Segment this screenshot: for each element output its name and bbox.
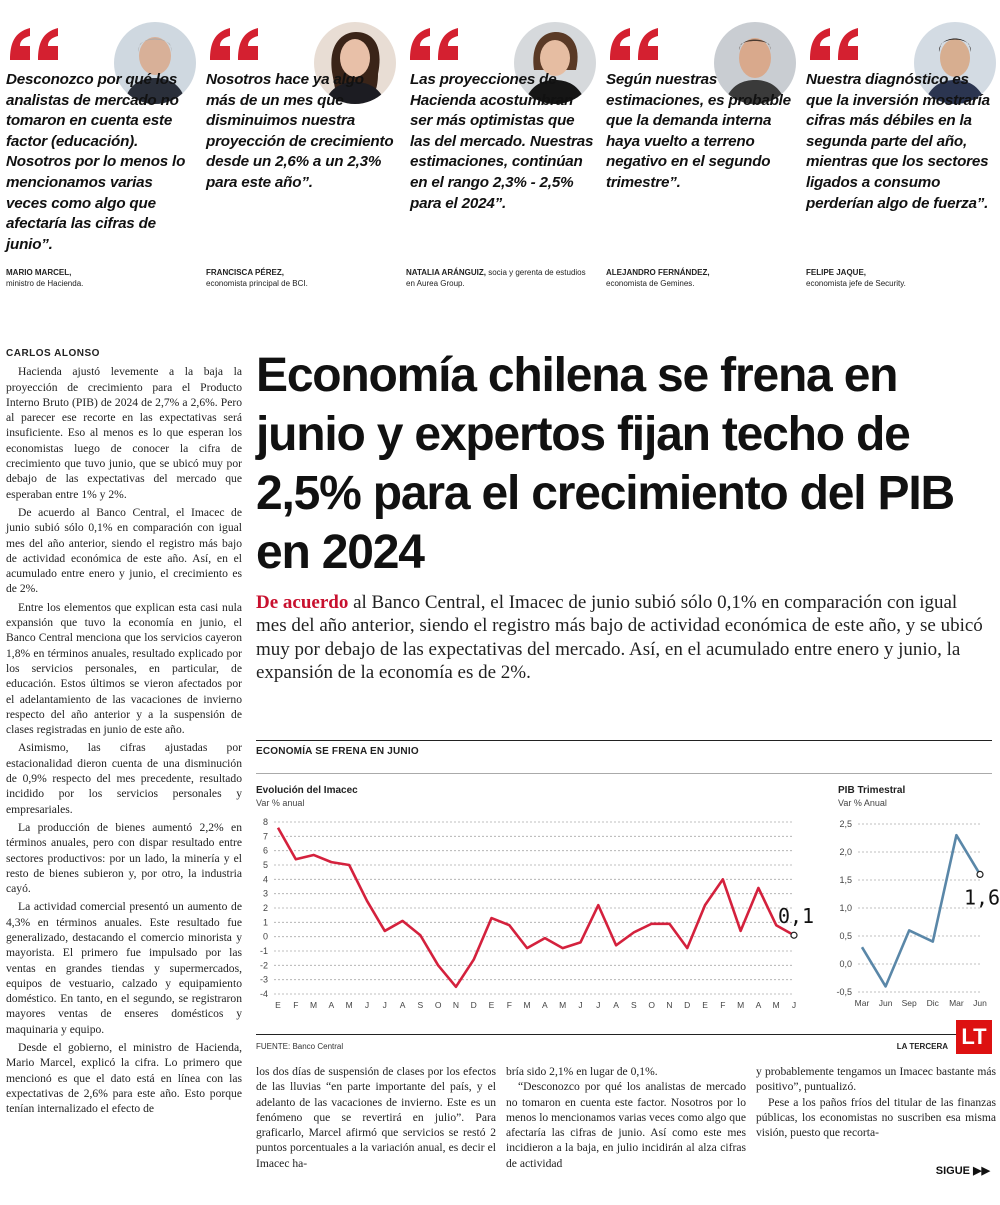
- end-value-label: 0,1: [777, 904, 815, 929]
- bottom-column: [256, 1064, 496, 1171]
- y-tick-label: 5: [262, 860, 268, 870]
- y-tick-label: -0,5: [836, 987, 852, 997]
- x-tick-label: E: [275, 1000, 281, 1010]
- x-tick-label: M: [310, 1000, 318, 1010]
- quote-card: [806, 0, 996, 300]
- x-tick-label: M: [523, 1000, 531, 1010]
- paragraph: Asimismo, las cifras ajustadas por estacionalidad dieron cuenta de una disminución de 0,9% respecto del mes precedente, resultado incidido por los servicios personales y empresariales.: [6, 741, 242, 816]
- y-tick-label: 2,5: [839, 819, 852, 829]
- paragraph: Pese a los paños fríos del titular de las finanzas públicas, los economistas no suscriben esa misma visión, puesto que recorta-: [756, 1095, 996, 1140]
- quote-author: ALEJANDRO FERNÁNDEZ, economista de Gemines.: [606, 268, 710, 288]
- chart-title: Evolución del Imacec: [256, 785, 358, 796]
- x-tick-label: N: [452, 1000, 460, 1010]
- chart-ylabel: Var % Anual: [838, 798, 887, 808]
- paragraph: Entre los elementos que explican esta casi nula expansión que tuvo la economía en junio, el Banco Central menciona que los servicios cayeron 1,8% en términos anuales, resultado explicado por los servicios personales, en particular, de educación. Estos últimos se vieron afectados por el adelantamiento de las vacaciones de invierno respecto del año anterior y a la suspensión de clases registradas en junio de este año.: [6, 600, 242, 737]
- x-tick-label: J: [596, 1000, 601, 1010]
- y-tick-label: 1: [262, 917, 268, 928]
- continue-link[interactable]: SIGUE ▶▶: [935, 1165, 990, 1177]
- end-value-label: 1,6: [963, 885, 1000, 910]
- x-tick-label: A: [755, 1000, 762, 1010]
- x-tick-label: F: [293, 1000, 299, 1010]
- paragraph: bría sido 2,1% en lugar de 0,1%.: [506, 1065, 658, 1078]
- data-point: [977, 871, 983, 877]
- y-tick-label: -1: [259, 946, 268, 956]
- x-tick-label: E: [702, 1000, 708, 1010]
- imacec-line-chart: [256, 814, 816, 1034]
- x-tick-label: Dic: [926, 998, 939, 1008]
- chart-source: FUENTE: Banco Central: [256, 1042, 344, 1051]
- brand-logo: LT: [956, 1020, 992, 1054]
- paragraph: Hacienda ajustó levemente a la baja la proyección de crecimiento para el Producto Interno Bruto (PIB) de 2024 de 2,7% a 2,6%. Pero al parecer ese recorte en las expectativas será insuficiente. Eso al menos es lo que esperan los economistas luego de conocer la cifra de crecimiento que tuvo junio, que se ubicó muy por debajo de las expectativas del mercado que esperaban entre 1% y 2%.: [6, 365, 242, 501]
- y-tick-label: 8: [262, 817, 268, 827]
- x-tick-label: S: [631, 1000, 637, 1010]
- quote-mark-icon: [606, 24, 666, 64]
- y-tick-label: 1,0: [839, 903, 852, 913]
- paragraph: De acuerdo al Banco Central, el Imacec de junio subió sólo 0,1% en comparación con igual mes del año anterior, siendo el registro más bajo de actividad económica de este año. Así, en el acumulado entre enero y junio, el crecimiento es de 2%.: [6, 505, 242, 596]
- x-tick-label: A: [399, 1000, 406, 1010]
- chart-section-title: ECONOMÍA SE FRENA EN JUNIO: [256, 746, 419, 757]
- page-title: Economía chilena se frena en junio y expertos fijan techo de 2,5% para el crecimiento del PIB en 2024: [256, 349, 954, 579]
- quote-mark-icon: [6, 24, 66, 64]
- x-tick-label: Sep: [901, 998, 917, 1008]
- divider: [256, 773, 992, 774]
- y-tick-label: -2: [259, 960, 268, 971]
- x-tick-label: A: [613, 1000, 619, 1010]
- y-tick-label: 0,0: [839, 959, 852, 969]
- quote-mark-icon: [406, 24, 466, 64]
- x-tick-label: J: [791, 1000, 797, 1010]
- y-tick-label: 4: [262, 874, 268, 885]
- x-tick-label: A: [328, 1000, 335, 1010]
- chart-section: [256, 740, 1000, 1056]
- divider: [256, 1034, 992, 1035]
- y-tick-label: 1,5: [839, 875, 852, 885]
- x-tick-label: J: [364, 1000, 370, 1010]
- x-tick-label: O: [648, 1000, 655, 1010]
- bottom-column: [756, 1064, 996, 1140]
- brand-name: LA TERCERA: [896, 1042, 948, 1051]
- quote-card: [606, 0, 796, 300]
- quote-text: Nuestra diagnóstico es que la inversión mostraría cifras más débiles en la segunda parte del año, mientras que los sectores ligados a consumo perderían algo de fuerza”.: [806, 71, 990, 212]
- x-tick-label: S: [417, 1000, 424, 1010]
- x-tick-label: D: [684, 1000, 691, 1010]
- paragraph: “Desconozco por qué los analistas de mercado no tomaron en cuenta este factor. Nosotros por lo menos lo mencionamos varias veces como algo que afectaría las cifras de junio. Así como este mes incidieron a la baja, en julio incidirán al alza cifras de actividad: [506, 1080, 746, 1170]
- chart-title: PIB Trimestral: [838, 785, 906, 796]
- y-tick-label: 3: [262, 888, 268, 899]
- x-tick-label: M: [345, 1000, 353, 1010]
- x-tick-label: Mar: [949, 998, 964, 1008]
- lede-lead-in: De acuerdo: [256, 592, 349, 613]
- paragraph: La actividad comercial presentó un aumento de 4,3% en términos anuales. Este resultado fue generalizado, destacando el comercio minorista y mayorista. El primero fue impulsado por las ventas en grandes tiendas y supermercados, equipos de vestuario, calzado y equipamiento doméstico. En tanto, en el segundo, se registraron mayores ventas de enseres domésticos y maquinaria y equipo.: [6, 900, 242, 1036]
- x-tick-label: M: [772, 1000, 780, 1010]
- y-tick-label: 2: [262, 903, 268, 913]
- quote-card: [6, 0, 196, 300]
- data-point: [791, 932, 797, 938]
- left-column: [6, 346, 242, 1120]
- quote-text: Según nuestras estimaciones, es probable que la demanda interna haya vuelto a terreno negativo en el segundo trimestre”.: [606, 71, 791, 191]
- lede-text: al Banco Central, el Imacec de junio subió sólo 0,1% en comparación con igual mes del año anterior, siendo el registro más bajo de actividad económica de este año, y se ubicó muy por debajo de las expectativas del mercado. Así, en el acumulado entre enero y junio, la expansión de la economía es de 2%.: [256, 592, 983, 684]
- pib-line-chart: [836, 814, 1000, 1034]
- quote-text: Desconozco por qué los analistas de mercado no tomaron en cuenta este factor (educación). Nosotros por lo menos lo mencionamos varias veces como algo que afectaría las cifras de junio”.: [6, 71, 186, 253]
- quote-mark-icon: [806, 24, 866, 64]
- y-tick-label: 6: [262, 845, 268, 856]
- x-tick-label: J: [578, 1000, 583, 1010]
- x-tick-label: N: [666, 1000, 673, 1010]
- x-tick-label: J: [382, 1000, 387, 1010]
- x-tick-label: A: [542, 1000, 548, 1010]
- y-tick-label: -4: [259, 989, 268, 999]
- y-tick-label: 0,5: [839, 931, 852, 941]
- byline: CARLOS ALONSO: [6, 348, 100, 359]
- y-tick-label: 7: [262, 831, 268, 842]
- x-tick-label: F: [720, 1000, 726, 1010]
- quote-author: FELIPE JAQUE, economista jefe de Security.: [806, 268, 906, 288]
- x-tick-label: Jun: [878, 998, 893, 1008]
- series-line: [278, 828, 794, 987]
- quote-author: MARIO MARCEL, ministro de Hacienda.: [6, 268, 84, 288]
- quote-card: [206, 0, 396, 300]
- paragraph: y probablemente tengamos un Imacec bastante más positivo”, puntualizó.: [756, 1065, 996, 1094]
- paragraph: La producción de bienes aumentó 2,2% en términos anuales, pero con dispar resultado entre sectores productivos: por un lado, la minería y el resto de bienes subieron y, por otro, la industria cayó.: [6, 820, 242, 896]
- lede: [256, 591, 986, 685]
- paragraph: los dos días de suspensión de clases por los efectos de las lluvias “en parte importante del país, y el adelanto de las vacaciones de invierno. Este es un fenómeno que se revertirá en julio”. Para graficarlo, Marcel afirmó que servicios se restó 2 puntos porcentuales a la variación anual, es decir el Imacec ha-: [256, 1065, 496, 1170]
- x-tick-label: M: [737, 1000, 745, 1010]
- quote-text: Nosotros hace ya algo más de un mes que disminuimos nuestra proyección de crecimiento desde un 2,6% a un 2,3% para este año”.: [206, 71, 394, 191]
- y-tick-label: 2,0: [839, 847, 852, 857]
- quote-author: NATALIA ARÁNGUIZ, socia y gerenta de estudios en Aurea Group.: [406, 268, 586, 288]
- quote-card: [406, 0, 596, 300]
- x-tick-label: D: [470, 1000, 477, 1010]
- y-tick-label: 0: [262, 931, 268, 942]
- paragraph: Desde el gobierno, el ministro de Hacienda, Mario Marcel, explicó la cifra. Lo primero que mencionó es que el dato está en línea con las expectativas de 2,6% para este año. Esto porque tenían internalizado el efecto de: [6, 1041, 242, 1116]
- bottom-column: [506, 1064, 746, 1171]
- x-tick-label: E: [488, 1000, 495, 1010]
- x-tick-label: Mar: [854, 998, 870, 1008]
- quote-mark-icon: [206, 24, 266, 64]
- chart-ylabel: Var % anual: [256, 798, 305, 808]
- x-tick-label: Jun: [973, 998, 987, 1008]
- x-tick-label: M: [559, 1000, 567, 1010]
- quote-author: FRANCISCA PÉREZ, economista principal de BCI.: [206, 268, 308, 288]
- x-tick-label: O: [434, 1000, 442, 1010]
- y-tick-label: -3: [259, 974, 268, 985]
- quote-text: Las proyecciones de Hacienda acostumbran ser más optimistas que las del mercado. Nuestras estimaciones, continúan en el rango 2,3% - 2,5% para el 2024”.: [410, 71, 594, 212]
- divider: [256, 740, 992, 741]
- x-tick-label: F: [506, 1000, 512, 1010]
